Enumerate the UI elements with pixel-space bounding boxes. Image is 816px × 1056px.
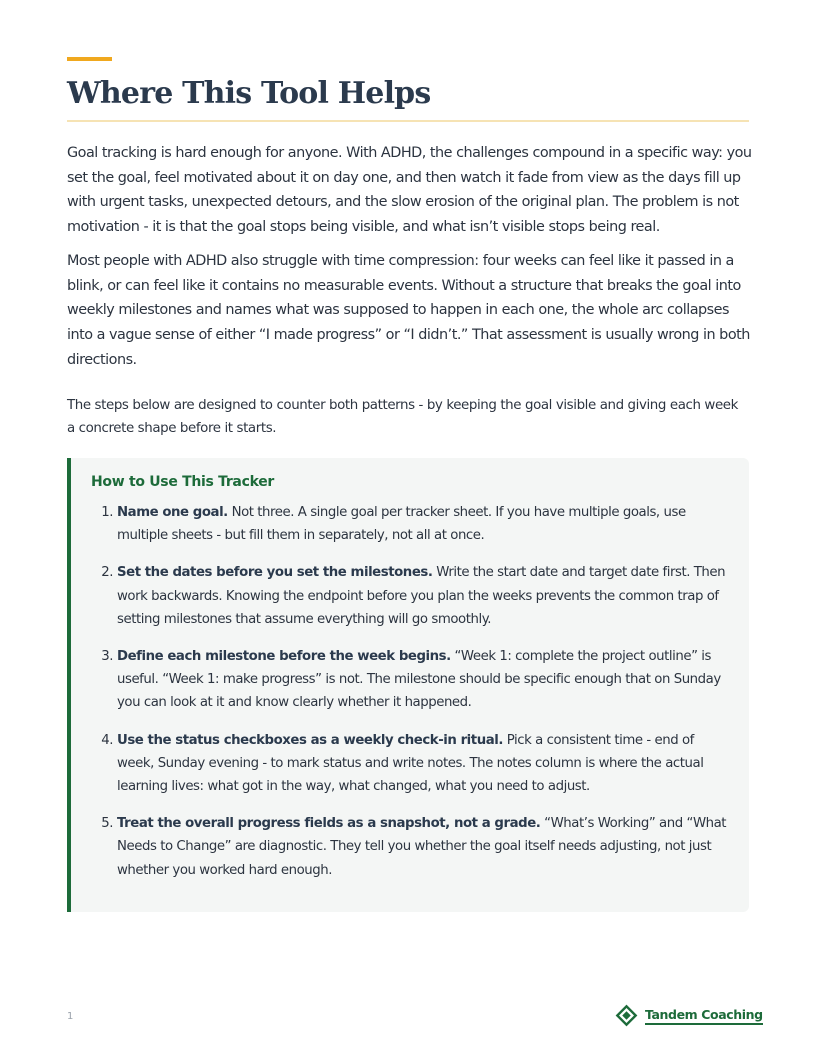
step-item — [93, 645, 733, 715]
step-text: Write the start date and target date first. Then work backwards. Knowing the endpoint before you plan the weeks prevents the common trap of setting milestones that assume everything will go smoothly. — [117, 565, 726, 627]
step-number: 1. — [101, 505, 113, 520]
step-text: Pick a consistent time - end of week, Sunday evening - to mark status and write notes. The notes column is where the actual learning lives: what got in the way, what changed, what you need to adjust. — [117, 732, 704, 795]
step-item — [93, 729, 733, 799]
step-text: “What’s Working” and “What Needs to Change” are diagnostic. They tell you whether the goal itself needs adjusting, not just whether you worked hard enough. — [117, 816, 727, 878]
intro-paragraph-3: The steps below are designed to counter both patterns - by keeping the goal visible and giving each week a concrete shape before it starts. — [67, 398, 738, 436]
tandem-diamond-icon — [614, 1004, 640, 1028]
callout-title: How to Use This Tracker — [91, 474, 275, 490]
intro-paragraph-1: Goal tracking is hard enough for anyone. With ADHD, the challenges compound in a specific way: you set the goal, feel motivated about it on day one, and then watch it fade from view as the days fill up with urgent tasks, unexpected detours, and the slow erosion of the original plan. The problem is not motivation - it is that the goal stops being visible, and what isn’t visible stops being real. — [67, 145, 752, 236]
step-lead: Set the dates before you set the milestones. — [117, 565, 433, 581]
step-number: 2. — [101, 565, 113, 581]
step-item — [93, 812, 733, 882]
step-lead: Name one goal. — [117, 505, 228, 520]
how-to-use-callout — [67, 458, 749, 912]
step-number: 4. — [101, 732, 113, 748]
title-divider — [67, 120, 749, 122]
step-item — [93, 561, 733, 631]
step-text: Not three. A single goal per tracker sheet. If you have multiple goals, use multiple sheets - but fill them in separately, not all at once. — [117, 505, 686, 544]
intro-paragraph-2: Most people with ADHD also struggle with time compression: four weeks can feel like it passed in a blink, or can feel like it contains no measurable events. Without a structure that breaks the goal into weekly milestones and names what was supposed to happen in each one, the whole arc collapses into a vague sense of either “I made progress” or “I didn’t.” That assessment is usually wrong in both directions. — [67, 253, 750, 368]
title-accent-bar — [67, 57, 112, 61]
page-number: 1 — [67, 1011, 74, 1022]
footer-logo — [614, 1004, 763, 1028]
step-lead: Define each milestone before the week begins. — [117, 649, 451, 665]
step-text: “Week 1: complete the project outline” is useful. “Week 1: make progress” is not. The milestone should be specific enough that on Sunday you can look at it and know clearly whether it happened. — [117, 649, 721, 711]
step-item — [93, 501, 733, 547]
step-number: 5. — [101, 816, 113, 832]
step-number: 3. — [101, 649, 113, 665]
steps-list — [93, 501, 733, 896]
step-lead: Treat the overall progress fields as a snapshot, not a grade. — [117, 816, 541, 832]
page-title: Where This Tool Helps — [67, 76, 431, 111]
logo-text: Tandem Coaching — [645, 1008, 763, 1025]
step-lead: Use the status checkboxes as a weekly check-in ritual. — [117, 732, 503, 748]
